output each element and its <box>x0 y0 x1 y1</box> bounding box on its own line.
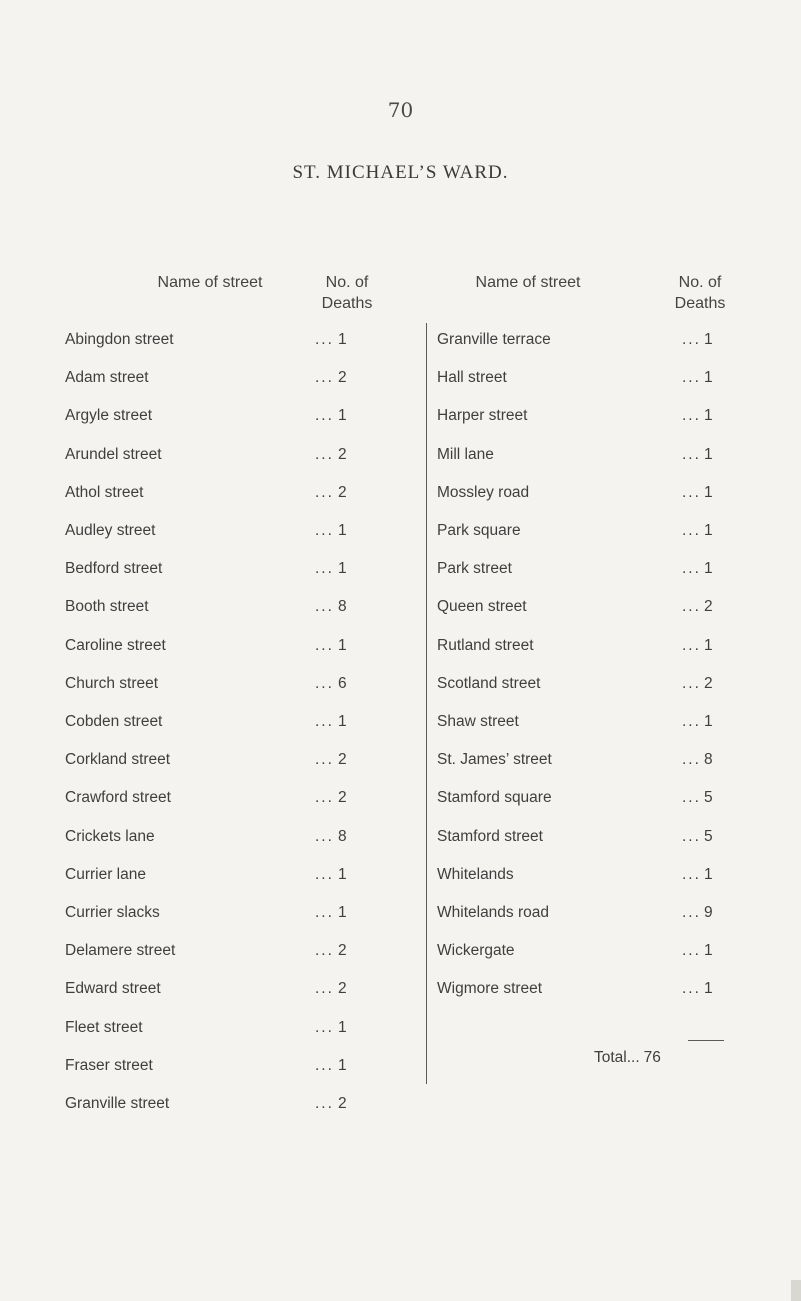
header-name-of-street-right <box>418 272 638 293</box>
death-count: 1 <box>338 865 347 883</box>
street-name: Granville terrace <box>437 331 551 348</box>
street-name: Whitelands <box>437 865 514 883</box>
leader-dots: ... <box>315 1095 334 1112</box>
header-label: Name of street <box>157 274 263 291</box>
leader-dots: ... <box>682 560 701 578</box>
header-label: No. of <box>678 274 722 291</box>
death-count: 2 <box>338 789 347 807</box>
leader-dots: ... <box>682 904 701 921</box>
death-count: 2 <box>338 445 347 463</box>
leader-dots: ... <box>682 751 701 769</box>
header-label: Name of street <box>475 274 581 291</box>
death-count: 2 <box>704 598 713 616</box>
header-no-of-deaths-left <box>302 272 392 314</box>
header-label: No. of <box>325 274 369 291</box>
leader-dots: ... <box>315 483 334 501</box>
street-name: Whitelands road <box>437 904 550 921</box>
death-count: 2 <box>704 674 713 692</box>
death-count: 2 <box>338 980 347 998</box>
header-label: Deaths <box>674 295 726 312</box>
death-count: 1 <box>704 483 713 501</box>
death-count: 1 <box>704 942 713 960</box>
street-name: Stamford square <box>437 789 552 807</box>
street-name: Edward street <box>65 980 161 998</box>
street-name: Mill lane <box>437 445 494 463</box>
leader-dots: ... <box>682 980 701 998</box>
death-count: 1 <box>338 636 347 654</box>
leader-dots: ... <box>682 865 701 883</box>
death-count: 8 <box>338 598 347 616</box>
street-name: Queen street <box>437 598 527 616</box>
leader-dots: ... <box>315 1056 334 1074</box>
leader-dots: ... <box>682 827 701 845</box>
leader-dots: ... <box>682 407 701 425</box>
death-count: 1 <box>338 1018 347 1036</box>
leader-dots: ... <box>315 827 334 845</box>
death-count: 1 <box>704 713 713 730</box>
death-count: 8 <box>704 751 713 769</box>
total-label: Total... <box>594 1049 640 1066</box>
death-count: 5 <box>704 789 713 807</box>
leader-dots: ... <box>315 713 334 730</box>
page-number: 70 <box>387 98 414 122</box>
leader-dots: ... <box>315 751 334 769</box>
death-count: 2 <box>338 1095 347 1112</box>
total-row <box>594 1045 665 1071</box>
leader-dots: ... <box>682 445 701 463</box>
leader-dots: ... <box>315 331 334 348</box>
street-name: Harper street <box>437 407 528 425</box>
leader-dots: ... <box>315 407 334 425</box>
street-name: Stamford street <box>437 827 543 845</box>
street-name: Crawford street <box>65 789 171 807</box>
death-count: 1 <box>338 1056 347 1074</box>
leader-dots: ... <box>682 598 701 616</box>
death-count: 8 <box>338 827 347 845</box>
leader-dots: ... <box>682 483 701 501</box>
street-name: Granville street <box>65 1095 170 1112</box>
leader-dots: ... <box>682 674 701 692</box>
page-edge-shadow <box>791 1280 801 1301</box>
leader-dots: ... <box>315 674 334 692</box>
total-value: 76 <box>643 1049 661 1066</box>
leader-dots: ... <box>682 522 701 539</box>
death-count: 1 <box>704 369 713 387</box>
leader-dots: ... <box>315 904 334 921</box>
street-name: Currier lane <box>65 865 146 883</box>
street-name: Shaw street <box>437 713 519 730</box>
death-count: 2 <box>338 369 347 387</box>
death-count: 9 <box>704 904 713 921</box>
leader-dots: ... <box>315 980 334 998</box>
leader-dots: ... <box>315 636 334 654</box>
street-name: Athol street <box>65 483 144 501</box>
street-name: Arundel street <box>65 445 162 463</box>
street-name: Abingdon street <box>65 331 174 348</box>
leader-dots: ... <box>315 522 334 539</box>
street-name: Argyle street <box>65 407 153 425</box>
leader-dots: ... <box>315 598 334 616</box>
leader-dots: ... <box>315 789 334 807</box>
death-count: 1 <box>704 445 713 463</box>
death-count: 1 <box>704 331 713 348</box>
street-name: Park street <box>437 560 512 578</box>
street-name: Adam street <box>65 369 149 387</box>
street-name: Caroline street <box>65 636 166 654</box>
death-count: 1 <box>338 560 347 578</box>
leader-dots: ... <box>682 636 701 654</box>
leader-dots: ... <box>315 369 334 387</box>
street-name: Rutland street <box>437 636 534 654</box>
total-rule <box>688 1040 724 1041</box>
column-divider <box>426 323 427 1084</box>
death-count: 2 <box>338 483 347 501</box>
street-name: Booth street <box>65 598 149 616</box>
header-label: Deaths <box>321 295 373 312</box>
header-name-of-street-left <box>110 272 310 293</box>
ward-title: ST. MICHAEL’S WARD. <box>292 162 509 183</box>
death-count: 1 <box>704 522 713 539</box>
death-count: 1 <box>704 865 713 883</box>
street-name: Fraser street <box>65 1056 153 1074</box>
leader-dots: ... <box>682 369 701 387</box>
leader-dots: ... <box>315 942 334 960</box>
death-count: 5 <box>704 827 713 845</box>
leader-dots: ... <box>682 713 701 730</box>
death-count: 1 <box>704 980 713 998</box>
street-name: Church street <box>65 674 159 692</box>
street-name: Hall street <box>437 369 507 387</box>
leader-dots: ... <box>315 1018 334 1036</box>
street-name: Fleet street <box>65 1018 143 1036</box>
street-name: Audley street <box>65 522 156 539</box>
leader-dots: ... <box>315 560 334 578</box>
death-count: 1 <box>338 522 347 539</box>
death-count: 1 <box>704 636 713 654</box>
leader-dots: ... <box>682 789 701 807</box>
death-count: 1 <box>704 560 713 578</box>
header-no-of-deaths-right <box>650 272 750 314</box>
street-name: Bedford street <box>65 560 163 578</box>
leader-dots: ... <box>682 942 701 960</box>
leader-dots: ... <box>315 865 334 883</box>
street-name: Scotland street <box>437 674 541 692</box>
street-name: Wigmore street <box>437 980 543 998</box>
street-name: Delamere street <box>65 942 176 960</box>
death-count: 1 <box>338 407 347 425</box>
street-name: Currier slacks <box>65 904 160 921</box>
death-count: 1 <box>338 331 347 348</box>
street-name: Cobden street <box>65 713 163 730</box>
death-count: 1 <box>338 904 347 921</box>
street-name: Wickergate <box>437 942 515 960</box>
street-name: Corkland street <box>65 751 171 769</box>
death-count: 6 <box>338 674 347 692</box>
street-name: St. James’ street <box>437 751 552 769</box>
leader-dots: ... <box>682 331 701 348</box>
death-count: 2 <box>338 942 347 960</box>
leader-dots: ... <box>315 445 334 463</box>
death-count: 2 <box>338 751 347 769</box>
street-name: Crickets lane <box>65 827 155 845</box>
street-name: Park square <box>437 522 521 539</box>
death-count: 1 <box>704 407 713 425</box>
death-count: 1 <box>338 713 347 730</box>
street-name: Mossley road <box>437 483 530 501</box>
